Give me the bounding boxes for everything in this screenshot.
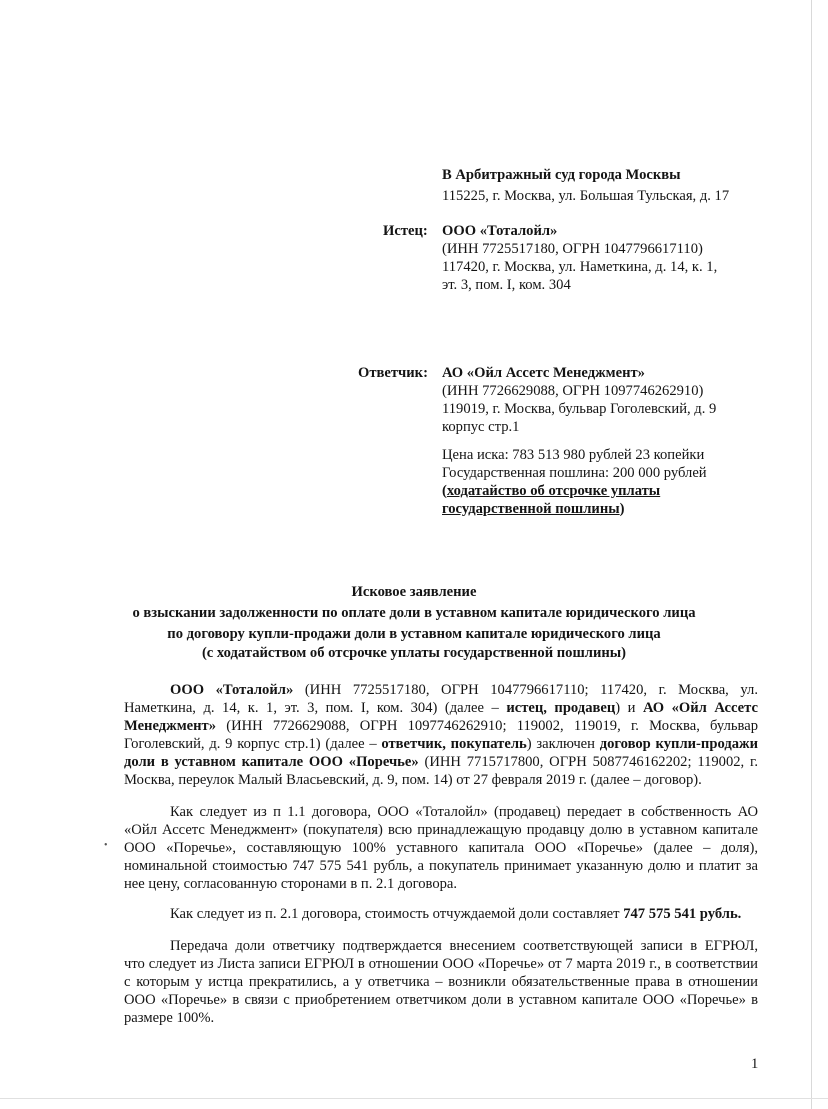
paragraph-3	[170, 905, 741, 923]
paragraph-4-line-5: размере 100%.	[124, 1010, 215, 1026]
claim-price: Цена иска: 783 513 980 рублей 23 копейки	[442, 447, 705, 463]
margin-mark: •	[104, 840, 108, 851]
paragraph-2-line-4: номинальной стоимостью 747 575 541 рубль, а покупатель принимает указанную долю и платит за	[124, 858, 758, 874]
paragraph-4-line-3: с которым у истца прекратились, а у ответчика – возникли обязательственные права в отношении	[124, 974, 758, 990]
paragraph-1-line-3	[124, 717, 758, 735]
fee-petition-text-1: ходатайство об отсрочке уплаты	[446, 483, 661, 499]
fee-petition-text-2: государственной пошлины	[442, 501, 620, 517]
text-run: ) и	[615, 700, 643, 716]
defendant-name-inline-cont: Менеджмент»	[124, 718, 217, 734]
defendant-address-2: корпус стр.1	[442, 419, 520, 435]
plaintiff-address-1: 117420, г. Москва, ул. Наметкина, д. 14, к. 1,	[442, 259, 718, 275]
defendant-role: ответчик, покупатель	[381, 736, 527, 752]
defendant-address-1: 119019, г. Москва, бульвар Гоголевский, д. 9	[442, 401, 717, 417]
defendant-ids: (ИНН 7726629088, ОГРН 1097746262910)	[442, 383, 704, 399]
paren-open: (	[442, 483, 447, 499]
contract-name-cont: доли в уставном капитале ООО «Поречье»	[124, 754, 419, 770]
text-run: Гоголевский, д. 9 корпус стр.1) (далее –	[124, 736, 382, 752]
text-run: (ИНН 7715717800, ОГРН 5087746162202; 119002, г.	[418, 754, 758, 770]
plaintiff-name: ООО «Тоталойл»	[442, 223, 558, 239]
paragraph-4-line-2: что следует из Листа записи ЕГРЮЛ в отношении ООО «Поречье» от 7 марта 2019 г., в соответствии	[124, 956, 758, 972]
text-run: (ИНН 7726629088, ОГРН 1097746262910; 119002, 119019, г. Москва, бульвар	[216, 718, 758, 734]
plaintiff-label: Истец:	[383, 223, 428, 239]
court-name: В Арбитражный суд города Москвы	[442, 167, 681, 183]
paragraph-2-line-2: «Ойл Ассетс Менеджмент» (покупателя) всю принадлежащую продавцу долю в уставном капитале	[124, 822, 758, 838]
state-fee: Государственная пошлина: 200 000 рублей	[442, 465, 707, 481]
document-subtitle-3: (с ходатайством об отсрочке уплаты государственной пошлины)	[201, 645, 627, 661]
paren-close: )	[619, 501, 625, 517]
page-edge-bottom	[0, 1098, 828, 1099]
text-run: Как следует из п. 2.1 договора, стоимость отчуждаемой доли составляет	[170, 906, 624, 922]
defendant-label: Ответчик:	[358, 365, 428, 381]
court-address: 115225, г. Москва, ул. Большая Тульская, д. 17	[442, 188, 730, 204]
page-edge	[811, 0, 812, 1109]
document-title: Исковое заявление	[351, 584, 477, 600]
defendant-name: АО «Ойл Ассетс Менеджмент»	[442, 365, 645, 381]
plaintiff-address-2: эт. 3, пом. I, ком. 304	[442, 277, 571, 293]
paragraph-1-line-4	[124, 735, 758, 753]
paragraph-2-line-1: Как следует из п 1.1 договора, ООО «Тоталойл» (продавец) передает в собственность АО	[170, 804, 758, 820]
share-price: 747 575 541 рубль.	[623, 906, 742, 922]
contract-name: договор купли-продажи	[599, 736, 758, 752]
paragraph-1-line-5	[124, 753, 758, 771]
paragraph-2-line-3: ООО «Поречье», составляющую 100% уставного капитала ООО «Поречье» (далее – доля),	[124, 840, 758, 856]
page-number: 1	[751, 1056, 759, 1072]
plaintiff-ids: (ИНН 7725517180, ОГРН 1047796617110)	[442, 241, 703, 257]
paragraph-4-line-1: Передача доли ответчику подтверждается внесением соответствующей записи в ЕГРЮЛ,	[170, 938, 758, 954]
paragraph-2-line-5: нее цену, согласованную сторонами в п. 2.1 договора.	[124, 876, 458, 892]
paragraph-1-line-6: Москва, переулок Малый Власьевский, д. 9, пом. 14) от 27 февраля 2019 г. (далее – договор).	[124, 772, 702, 788]
text-run: (ИНН 7725517180, ОГРН 1047796617110; 117420, г. Москва, ул.	[293, 682, 758, 698]
fee-petition-line-1	[442, 482, 660, 500]
fee-petition-line-2	[442, 500, 625, 518]
text-run: Наметкина, д. 14, к. 1, эт. 3, пом. I, ком. 304) (далее –	[124, 700, 507, 716]
plaintiff-role: истец, продавец	[506, 700, 616, 716]
paragraph-1-line-2	[124, 699, 758, 717]
paragraph-1-line-1	[170, 681, 758, 699]
plaintiff-name-inline: ООО «Тоталойл»	[170, 682, 294, 698]
document-subtitle-1: о взыскании задолженности по оплате доли в уставном капитале юридического лица	[132, 605, 696, 621]
defendant-name-inline: АО «Ойл Ассетс	[642, 700, 758, 716]
document-subtitle-2: по договору купли-продажи доли в уставном капитале юридического лица	[167, 626, 661, 642]
paragraph-4-line-4: ООО «Поречье» в связи с приобретением ответчиком доли в уставном капитале ООО «Поречье» в	[124, 992, 758, 1008]
text-run: ) заключен	[526, 736, 600, 752]
